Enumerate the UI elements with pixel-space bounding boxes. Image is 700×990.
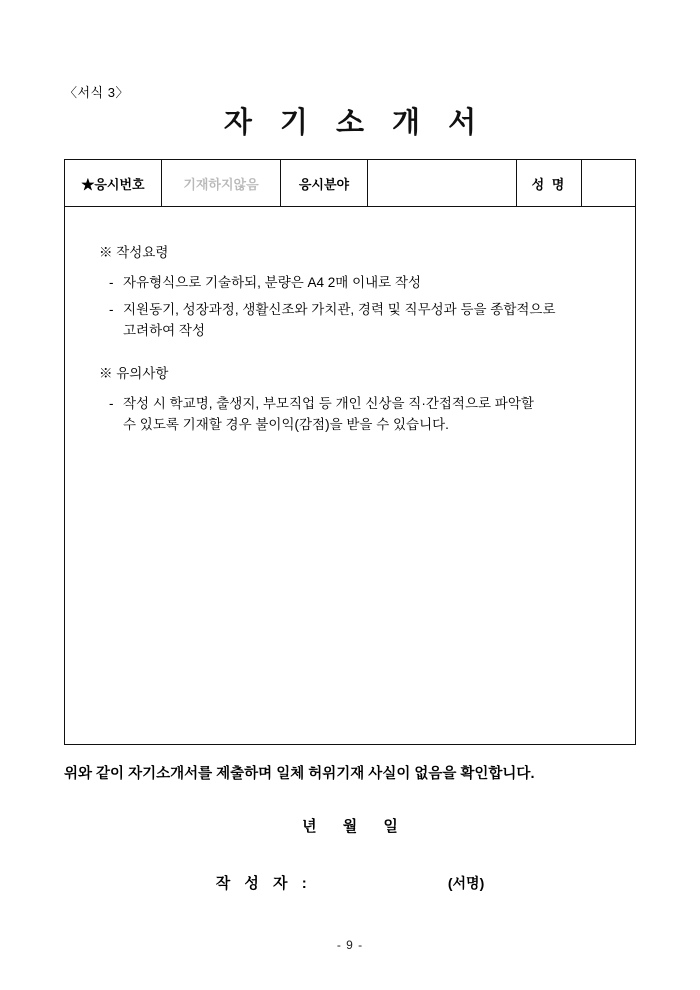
list-item-line1: 지원동기, 성장과정, 생활신조와 가치관, 경력 및 직무성과 등을 종합적으로 bbox=[123, 301, 556, 317]
list-item bbox=[91, 394, 609, 436]
guidelines-heading: ※ 작성요령 bbox=[99, 245, 169, 260]
name-label: 성 명 bbox=[517, 160, 582, 207]
dash-marker: - bbox=[109, 301, 114, 317]
signature-label[interactable]: (서명) bbox=[447, 875, 485, 891]
list-item-line1: 작성 시 학교명, 출생지, 부모직업 등 개인 신상을 직·간접적으로 파악할 bbox=[123, 395, 534, 411]
guidelines-container bbox=[65, 205, 635, 435]
list-item-text bbox=[123, 394, 609, 436]
form-tag: 〈서식 3〉 bbox=[64, 85, 129, 100]
list-item-line2: 고려하여 작성 bbox=[123, 322, 205, 338]
table-row bbox=[65, 160, 636, 207]
name-value-input[interactable] bbox=[582, 160, 636, 207]
list-item bbox=[91, 300, 609, 342]
notes-heading: ※ 유의사항 bbox=[99, 365, 169, 381]
dash-marker: - bbox=[109, 395, 114, 411]
field-label: 응시분야 bbox=[281, 160, 368, 207]
self-introduction-body[interactable] bbox=[64, 205, 636, 745]
field-value-input[interactable] bbox=[368, 160, 517, 207]
writer-line bbox=[0, 872, 700, 893]
list-item-text: 자유형식으로 기술하되, 분량은 A4 2매 이내로 작성 bbox=[123, 274, 422, 290]
writer-label: 작 성 자 : bbox=[215, 875, 312, 892]
date-line[interactable]: 년 월 일 bbox=[302, 818, 409, 835]
confirmation-statement: 위와 같이 자기소개서를 제출하며 일체 허위기재 사실이 없음을 확인합니다. bbox=[64, 766, 535, 782]
list-item-text bbox=[123, 300, 609, 342]
applicant-header-table bbox=[64, 159, 636, 207]
guidelines-section bbox=[91, 243, 609, 342]
exam-number-label: ★응시번호 bbox=[65, 160, 162, 207]
list-item bbox=[91, 273, 609, 294]
page-title: 자 기 소 개 서 bbox=[223, 107, 487, 139]
page-number: - 9 - bbox=[336, 938, 364, 952]
list-item-line2: 수 있도록 기재할 경우 불이익(감점)을 받을 수 있습니다. bbox=[123, 416, 449, 432]
exam-number-hint: 기재하지않음 bbox=[162, 160, 281, 207]
dash-marker: - bbox=[109, 274, 114, 290]
notes-section bbox=[91, 364, 609, 436]
